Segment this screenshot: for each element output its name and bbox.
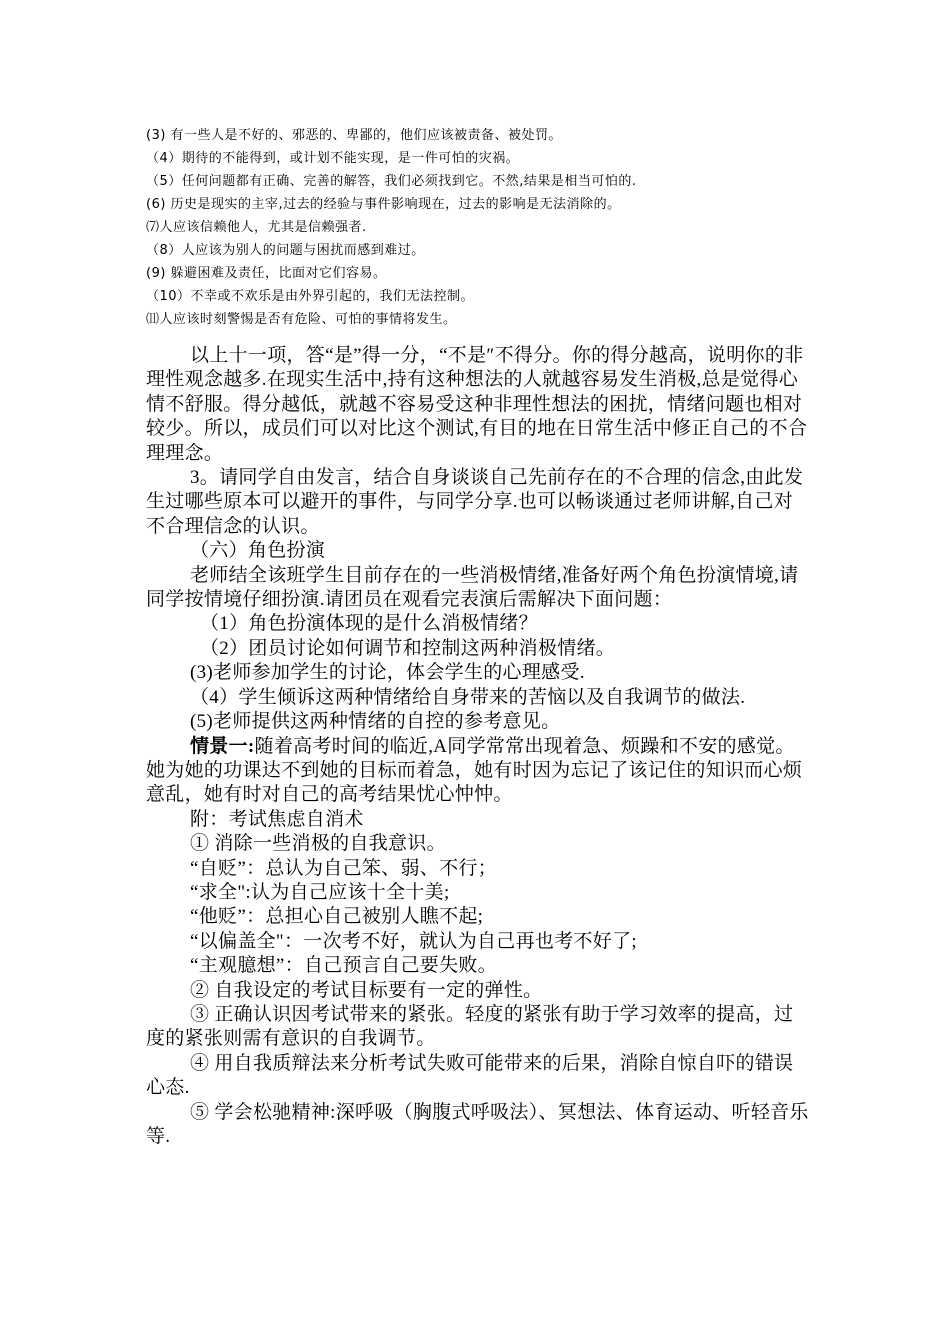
list-item: (3) 有一些人是不好的、邪恶的、卑鄙的，他们应该被责备、被处罚。 bbox=[146, 128, 563, 143]
scene-one-label: 情景一: bbox=[190, 735, 255, 757]
tip-4: ④ 用自我质辩法来分析考试失败可能带来的后果，消除自惊自吓的错误心态. bbox=[146, 1052, 794, 1099]
roleplay-question-3: (3)老师参加学生的讨论，体会学生的心理感受. bbox=[190, 662, 585, 684]
list-item: (6) 历史是现实的主宰,过去的经验与事件影响现在，过去的影响是无法消除的。 bbox=[146, 197, 621, 212]
discussion-paragraph: 3。请同学自由发言，结合自身谈谈自己先前存在的不合理的信念,由此发生过哪些原本可以避开的事件，与同学分享.也可以畅谈通过老师讲解,自己对不合理信念的认识。 bbox=[146, 467, 804, 537]
list-item: (9) 躲避困难及责任，比面对它们容易。 bbox=[146, 266, 387, 281]
tip-1-d: “以偏盖全"：一次考不好，就认为自己再也考不好了; bbox=[190, 930, 637, 952]
tip-1-c: “他贬”：总担心自己被别人瞧不起; bbox=[190, 906, 484, 928]
score-paragraph: 以上十一项，答“是”得一分，“不是″不得分。你的得分越高，说明你的非理性观念越多.在现实生活中,持有这种想法的人就越容易发生消极,总是觉得心情不舒服。得分越低，就越不容易受这种非理性想法的困扰，情绪问题也相对较少。所以，成员们可以对比这个测试,有目的地在日常生活中修正自己的不合理理念。 bbox=[146, 345, 808, 464]
roleplay-question-1: （1）角色扮演体现的是什么消极情绪？ bbox=[200, 613, 538, 635]
roleplay-question-2: （2）团员讨论如何调节和控制这两种消极情绪。 bbox=[200, 637, 616, 659]
roleplay-question-5: (5)老师提供这两种情绪的自控的参考意见。 bbox=[190, 711, 561, 733]
section-heading: （六）角色扮演 bbox=[190, 540, 326, 562]
tip-1-e: “主观臆想”：自己预言自己要失败。 bbox=[190, 955, 497, 977]
roleplay-question-4: （4）学生倾诉这两种情绪给自身带来的苦恼以及自我调节的做法. bbox=[190, 686, 746, 708]
appendix-title: 附：考试焦虑自消术 bbox=[190, 808, 364, 830]
document-body bbox=[146, 344, 812, 1149]
irrational-beliefs-list bbox=[146, 124, 826, 331]
list-item: （8）人应该为别人的问题与困扰而感到难过。 bbox=[146, 243, 425, 258]
list-item: （10）不幸或不欢乐是由外界引起的，我们无法控制。 bbox=[146, 289, 475, 304]
list-item: （5）任何问题都有正确、完善的解答，我们必须找到它。不然,结果是相当可怕的. bbox=[146, 174, 637, 189]
scene-one-text: 随着高考时间的临近,A同学常常出现着急、烦躁和不安的感觉。她为她的功课达不到她的目标而着急，她有时因为忘记了该记住的知识而心烦意乱，她有时对自己的高考结果忧心忡忡。 bbox=[146, 735, 803, 806]
tip-1-a: “自贬”：总认为自己笨、弱、不行； bbox=[190, 857, 497, 879]
tip-2: ② 自我设定的考试目标要有一定的弹性。 bbox=[190, 979, 543, 1001]
tip-3: ③ 正确认识因考试带来的紧张。轻度的紧张有助于学习效率的提高，过度的紧张则需有意识的自我调节。 bbox=[146, 1003, 794, 1050]
roleplay-intro: 老师结全该班学生目前存在的一些消极情绪,准备好两个角色扮演情境,请同学按情境仔细扮演.请团员在观看完表演后需解决下面问题： bbox=[146, 564, 799, 611]
tip-1: ① 消除一些消极的自我意识。 bbox=[190, 833, 446, 855]
scene-one-paragraph bbox=[146, 735, 812, 808]
tip-1-b: “求全":认为自己应该十全十美; bbox=[190, 881, 450, 903]
tip-5: ⑤ 学会松驰精神:深呼吸（胸腹式呼吸法）、冥想法、体育运动、听轻音乐等. bbox=[146, 1101, 809, 1147]
list-item: （4）期待的不能得到，或计划不能实现，是一件可怕的灾祸。 bbox=[146, 151, 520, 166]
list-item: ⑾人应该时刻警惕是否有危险、可怕的事情将发生。 bbox=[146, 312, 457, 327]
list-item: ⑺人应该信赖他人，尤其是信赖强者. bbox=[146, 220, 367, 235]
